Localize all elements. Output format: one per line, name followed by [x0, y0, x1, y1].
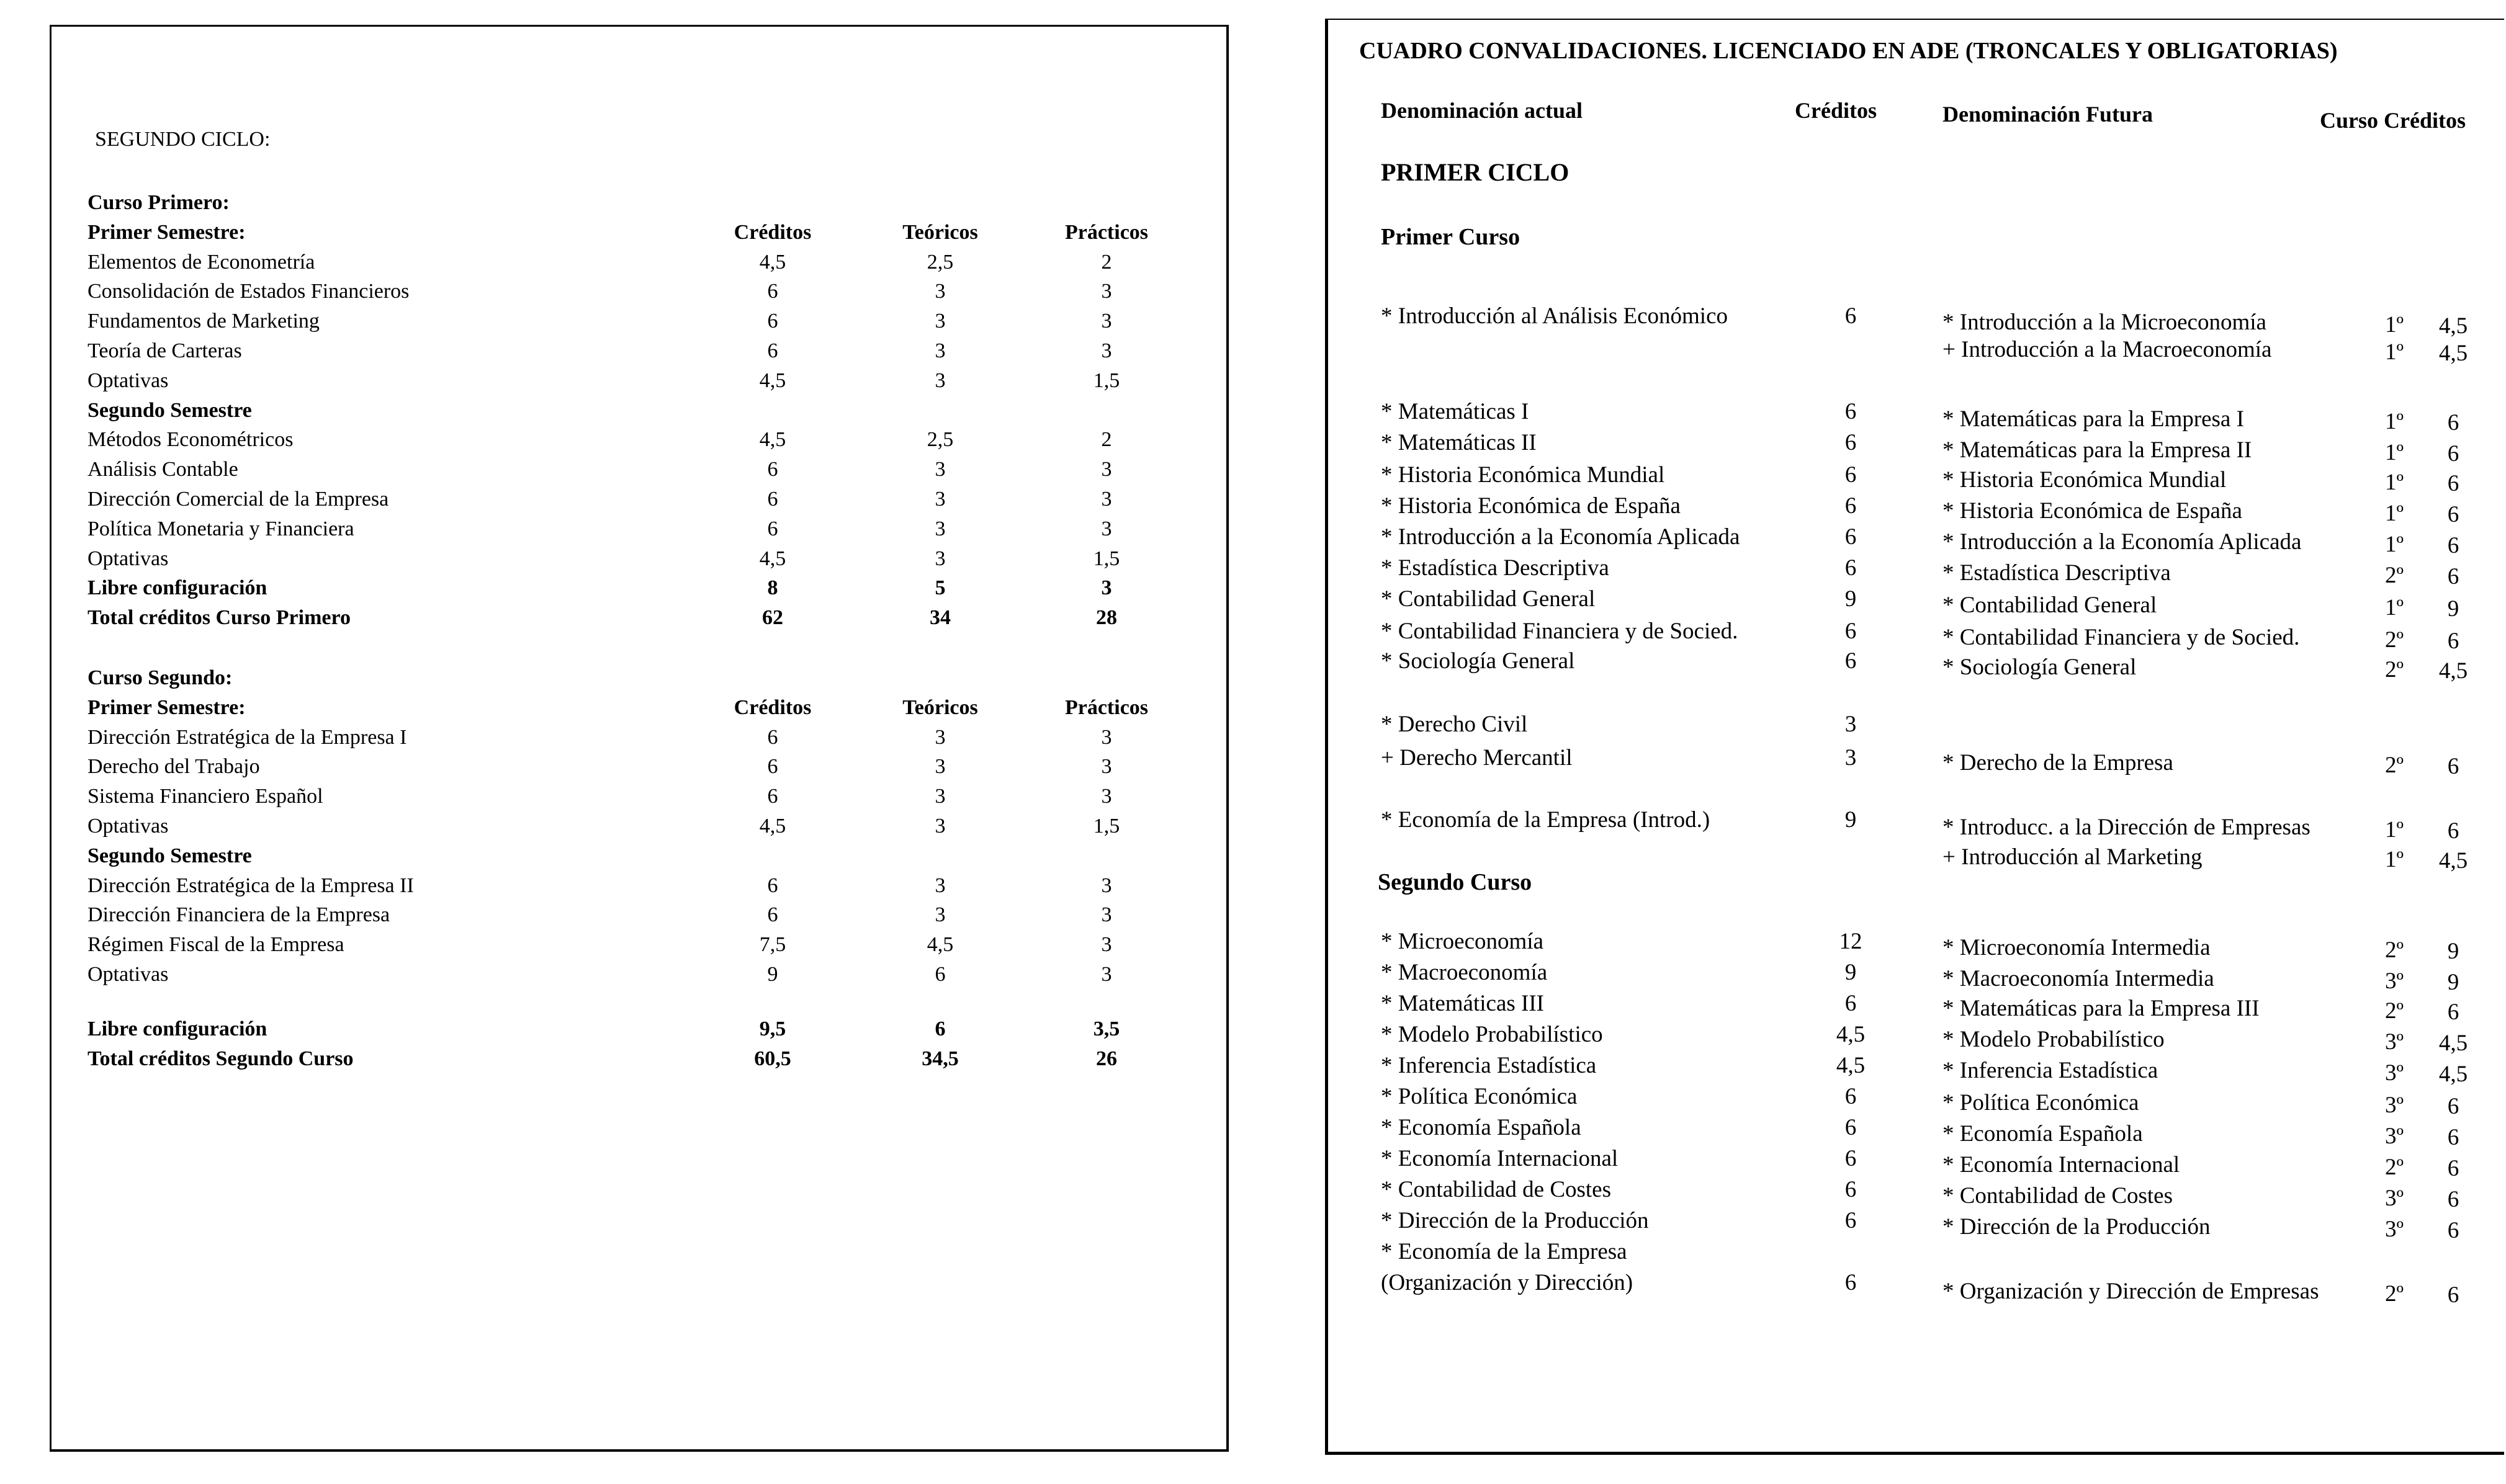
subject-row-creditos: 4,5	[759, 250, 786, 274]
denominacion-actual-cell: * Dirección de la Producción	[1381, 1208, 1649, 1233]
creditos-actual-cell: 6	[1844, 619, 1857, 644]
subject-row-creditos: 6	[767, 874, 778, 897]
left-document-panel	[50, 25, 1229, 1452]
libre-configuracion-row-practicos: 3,5	[1093, 1017, 1120, 1041]
denominacion-futura-cell: * Matemáticas para la Empresa I	[1942, 406, 2244, 432]
curso-cell: 1º	[2385, 595, 2404, 620]
denominacion-actual-cell: * Economía de la Empresa (Introd.)	[1381, 807, 1710, 833]
subject-row-name: Optativas	[88, 815, 169, 838]
subject-row-name: Teoría de Carteras	[88, 339, 242, 362]
denominacion-actual-cell: * Inferencia Estadística	[1381, 1053, 1597, 1078]
subject-row-practicos: 3	[1101, 785, 1112, 808]
creditos-actual-cell: 6	[1844, 1270, 1857, 1295]
curso-cell: 1º	[2385, 532, 2404, 557]
curso-cell: 3º	[2385, 968, 2404, 994]
denominacion-actual-cell: + Derecho Mercantil	[1381, 745, 1573, 771]
creditos-futuros-cell: 6	[2447, 1282, 2459, 1308]
total-creditos-row-creditos: 60,5	[754, 1047, 791, 1071]
denominacion-futura-cell: * Contabilidad de Costes	[1942, 1183, 2173, 1209]
curso-cell: 1º	[2385, 312, 2404, 337]
denominacion-actual-cell: * Matemáticas II	[1381, 430, 1537, 455]
denominacion-futura-cell: * Historia Económica de España	[1942, 498, 2242, 524]
denominacion-futura-cell: + Introducción a la Macroeconomía	[1942, 337, 2272, 362]
libre-configuracion-row-teoricos: 6	[935, 1017, 946, 1041]
total-creditos-row-creditos: 62	[762, 606, 783, 630]
denominacion-futura-cell: * Matemáticas para la Empresa III	[1942, 996, 2260, 1021]
denominacion-actual-cell: * Contabilidad General	[1381, 586, 1596, 612]
creditos-actual-cell: 6	[1844, 1208, 1857, 1233]
col-header-practicos: Prácticos	[1064, 220, 1149, 244]
curso-cell: 3º	[2385, 1186, 2404, 1211]
subject-row-teoricos: 3	[935, 488, 946, 511]
denominacion-actual-cell: * Introducción a la Economía Aplicada	[1381, 524, 1740, 550]
denominacion-futura-cell: * Economía Internacional	[1942, 1152, 2180, 1178]
subject-row-practicos: 3	[1101, 310, 1112, 333]
creditos-actual-cell: 12	[1839, 929, 1862, 954]
denominacion-futura-cell: * Matemáticas para la Empresa II	[1942, 437, 2252, 463]
denominacion-actual-cell: * Política Económica	[1381, 1084, 1578, 1109]
semester-title: Segundo Semestre	[88, 844, 252, 867]
subject-row-creditos: 6	[767, 785, 778, 808]
denominacion-futura-cell: * Historia Económica Mundial	[1942, 467, 2227, 493]
curso-cell: 2º	[2385, 627, 2404, 653]
subject-row-teoricos: 3	[935, 369, 946, 392]
denominacion-actual-cell: * Derecho Civil	[1381, 712, 1528, 737]
denominacion-futura-cell: * Sociología General	[1942, 655, 2137, 680]
subject-row-practicos: 3	[1101, 874, 1112, 897]
denominacion-actual-cell: * Historia Económica de España	[1381, 493, 1681, 519]
denominacion-futura-cell: * Microeconomía Intermedia	[1942, 935, 2211, 960]
denominacion-actual-cell: * Introducción al Análisis Económico	[1381, 303, 1728, 329]
subject-row-creditos: 6	[767, 755, 778, 779]
curso-cell: 2º	[2385, 563, 2404, 588]
subject-row-practicos: 1,5	[1093, 369, 1120, 392]
denominacion-futura-cell: * Inferencia Estadística	[1942, 1058, 2158, 1083]
creditos-actual-cell: 3	[1844, 745, 1857, 771]
curso-cell: 2º	[2385, 657, 2404, 682]
segundo-curso-heading: Segundo Curso	[1378, 869, 1532, 895]
creditos-actual-cell: 6	[1844, 493, 1857, 519]
curso-cell: 3º	[2385, 1217, 2404, 1242]
creditos-actual-cell: 6	[1844, 1115, 1857, 1140]
creditos-futuros-cell: 4,5	[2438, 658, 2468, 684]
creditos-actual-cell: 6	[1844, 524, 1857, 550]
creditos-futuros-cell: 6	[2447, 1094, 2459, 1119]
denominacion-futura-cell: * Contabilidad General	[1942, 592, 2157, 618]
denominacion-futura-cell: * Dirección de la Producción	[1942, 1214, 2211, 1240]
creditos-futuros-cell: 9	[2447, 970, 2459, 995]
denominacion-futura-cell: * Contabilidad Financiera y de Socied.	[1942, 625, 2300, 650]
denominacion-actual-cell: * Contabilidad de Costes	[1381, 1177, 1611, 1202]
subject-row-creditos: 4,5	[759, 815, 786, 838]
subject-row-practicos: 3	[1101, 963, 1112, 986]
header-creditos: Créditos	[1795, 98, 1877, 123]
curso-cell: 1º	[2385, 847, 2404, 872]
creditos-futuros-cell: 6	[2447, 628, 2459, 654]
creditos-futuros-cell: 6	[2447, 502, 2459, 527]
primer-ciclo-heading: PRIMER CICLO	[1381, 158, 1570, 186]
subject-row-name: Política Monetaria y Financiera	[88, 517, 354, 540]
libre-configuracion-row-creditos: 9,5	[759, 1017, 786, 1041]
libre-configuracion-row-practicos: 3	[1101, 576, 1112, 600]
subject-row-teoricos: 3	[935, 785, 946, 808]
subject-row-name: Dirección Estratégica de la Empresa I	[88, 725, 407, 749]
total-creditos-row-teoricos: 34,5	[922, 1047, 959, 1071]
subject-row-teoricos: 3	[935, 815, 946, 838]
subject-row-name: Optativas	[88, 547, 169, 570]
subject-row-practicos: 3	[1101, 280, 1112, 303]
convalidaciones-title: CUADRO CONVALIDACIONES. LICENCIADO EN ADE (TRONCALES Y OBLIGATORIAS)	[1359, 38, 2338, 64]
subject-row-teoricos: 2,5	[927, 428, 954, 452]
creditos-futuros-cell: 6	[2447, 1125, 2459, 1150]
subject-row-creditos: 6	[767, 903, 778, 927]
subject-row-teoricos: 3	[935, 280, 946, 303]
subject-row-practicos: 3	[1101, 903, 1112, 927]
creditos-actual-cell: 9	[1844, 960, 1857, 985]
creditos-actual-cell: 6	[1844, 1177, 1857, 1202]
libre-configuracion-row-name: Libre configuración	[88, 576, 267, 600]
subject-row-teoricos: 3	[935, 903, 946, 927]
denominacion-actual-cell: * Modelo Probabilístico	[1381, 1022, 1603, 1047]
creditos-futuros-cell: 6	[2447, 999, 2459, 1025]
subject-row-creditos: 4,5	[759, 547, 786, 570]
creditos-actual-cell: 6	[1844, 303, 1857, 329]
creditos-futuros-cell: 4,5	[2438, 313, 2468, 339]
subject-row-name: Análisis Contable	[88, 458, 238, 481]
denominacion-actual-cell: * Microeconomía	[1381, 929, 1543, 954]
subject-row-practicos: 1,5	[1093, 815, 1120, 838]
creditos-futuros-cell: 9	[2447, 939, 2459, 964]
subject-row-practicos: 3	[1101, 933, 1112, 957]
subject-row-practicos: 3	[1101, 725, 1112, 749]
creditos-futuros-cell: 9	[2447, 596, 2459, 622]
libre-configuracion-row-creditos: 8	[767, 576, 778, 600]
subject-row-creditos: 9	[767, 963, 778, 986]
right-document-panel	[1325, 19, 2504, 1455]
creditos-actual-cell: 6	[1844, 430, 1857, 455]
subject-row-name: Métodos Econométricos	[88, 428, 294, 452]
denominacion-futura-cell: * Introducc. a la Dirección de Empresas	[1942, 815, 2311, 840]
denominacion-futura-cell: * Política Económica	[1942, 1090, 2139, 1115]
denominacion-actual-cell: * Economía Española	[1381, 1115, 1581, 1140]
subject-row-name: Sistema Financiero Español	[88, 785, 323, 808]
creditos-actual-cell: 6	[1844, 399, 1857, 424]
creditos-futuros-cell: 6	[2447, 441, 2459, 467]
curso-cell: 1º	[2385, 339, 2404, 365]
course-title: Curso Primero:	[88, 191, 230, 214]
subject-row-teoricos: 4,5	[927, 933, 954, 957]
subject-row-practicos: 3	[1101, 339, 1112, 362]
creditos-actual-cell: 4,5	[1836, 1022, 1866, 1047]
subject-row-teoricos: 2,5	[927, 250, 954, 274]
creditos-futuros-cell: 6	[2447, 564, 2459, 589]
denominacion-futura-cell: * Modelo Probabilístico	[1942, 1027, 2165, 1052]
creditos-futuros-cell: 6	[2447, 533, 2459, 558]
subject-row-name: Dirección Financiera de la Empresa	[88, 903, 390, 927]
creditos-actual-cell: 6	[1844, 555, 1857, 581]
denominacion-actual-cell: * Macroeconomía	[1381, 960, 1548, 985]
denominacion-actual-cell: * Contabilidad Financiera y de Socied.	[1381, 619, 1738, 644]
subject-row-name: Consolidación de Estados Financieros	[88, 280, 410, 303]
curso-cell: 3º	[2385, 1093, 2404, 1118]
subject-row-name: Derecho del Trabajo	[88, 755, 260, 779]
subject-row-teoricos: 3	[935, 547, 946, 570]
subject-row-practicos: 2	[1101, 428, 1112, 452]
denominacion-actual-cell: * Historia Económica Mundial	[1381, 462, 1665, 488]
col-header-creditos: Créditos	[734, 695, 812, 719]
subject-row-teoricos: 3	[935, 755, 946, 779]
denominacion-actual-cell: * Estadística Descriptiva	[1381, 555, 1609, 581]
col-header-practicos: Prácticos	[1064, 695, 1149, 719]
semester-title: Segundo Semestre	[88, 398, 252, 422]
semester-title: Primer Semestre:	[88, 220, 246, 244]
libre-configuracion-row-teoricos: 5	[935, 576, 946, 600]
creditos-futuros-cell: 4,5	[2438, 1062, 2468, 1087]
subject-row-creditos: 6	[767, 458, 778, 481]
curso-cell: 3º	[2385, 1124, 2404, 1149]
subject-row-creditos: 6	[767, 517, 778, 540]
total-creditos-row-name: Total créditos Segundo Curso	[88, 1047, 354, 1071]
creditos-futuros-cell: 6	[2447, 754, 2459, 779]
denominacion-futura-cell: * Macroeconomía Intermedia	[1942, 966, 2214, 991]
subject-row-teoricos: 3	[935, 458, 946, 481]
creditos-futuros-cell: 4,5	[2438, 341, 2468, 366]
denominacion-actual-cell: * Matemáticas III	[1381, 991, 1544, 1016]
denominacion-futura-cell: * Organización y Dirección de Empresas	[1942, 1279, 2319, 1304]
total-creditos-row-practicos: 28	[1096, 606, 1117, 630]
denominacion-actual-cell: (Organización y Dirección)	[1381, 1270, 1633, 1295]
subject-row-creditos: 6	[767, 488, 778, 511]
subject-row-name: Elementos de Econometría	[88, 250, 315, 274]
creditos-actual-cell: 6	[1844, 462, 1857, 488]
col-header-teoricos: Teóricos	[902, 220, 978, 244]
subject-row-teoricos: 3	[935, 339, 946, 362]
creditos-futuros-cell: 6	[2447, 818, 2459, 844]
subject-row-name: Dirección Comercial de la Empresa	[88, 488, 389, 511]
curso-cell: 3º	[2385, 1060, 2404, 1086]
subject-row-teoricos: 3	[935, 517, 946, 540]
curso-cell: 2º	[2385, 998, 2404, 1024]
col-header-creditos: Créditos	[734, 220, 812, 244]
subject-row-name: Dirección Estratégica de la Empresa II	[88, 874, 414, 897]
course-title: Curso Segundo:	[88, 666, 233, 689]
creditos-actual-cell: 9	[1844, 807, 1857, 833]
denominacion-futura-cell: * Estadística Descriptiva	[1942, 560, 2171, 586]
primer-curso-heading: Primer Curso	[1381, 224, 1520, 250]
creditos-futuros-cell: 4,5	[2438, 1030, 2468, 1056]
subject-row-creditos: 6	[767, 725, 778, 749]
denominacion-futura-cell: * Introducción a la Economía Aplicada	[1942, 529, 2302, 555]
subject-row-teoricos: 3	[935, 725, 946, 749]
header-denominacion-actual: Denominación actual	[1381, 98, 1583, 123]
segundo-ciclo-heading: SEGUNDO CICLO:	[95, 128, 271, 151]
creditos-actual-cell: 3	[1844, 712, 1857, 737]
subject-row-name: Régimen Fiscal de la Empresa	[88, 933, 344, 957]
subject-row-name: Optativas	[88, 369, 169, 392]
subject-row-practicos: 3	[1101, 755, 1112, 779]
subject-row-name: Optativas	[88, 963, 169, 986]
curso-cell: 1º	[2385, 501, 2404, 526]
denominacion-futura-cell: + Introducción al Marketing	[1942, 844, 2203, 870]
curso-cell: 2º	[2385, 1281, 2404, 1307]
creditos-actual-cell: 9	[1844, 586, 1857, 612]
total-creditos-row-name: Total créditos Curso Primero	[88, 606, 351, 630]
denominacion-futura-cell: * Economía Española	[1942, 1121, 2143, 1147]
header-curso-creditos: Curso Créditos	[2320, 108, 2466, 133]
libre-configuracion-row-name: Libre configuración	[88, 1017, 267, 1041]
creditos-futuros-cell: 6	[2447, 471, 2459, 496]
subject-row-creditos: 6	[767, 339, 778, 362]
subject-row-creditos: 4,5	[759, 369, 786, 392]
subject-row-teoricos: 3	[935, 874, 946, 897]
curso-cell: 2º	[2385, 1155, 2404, 1180]
creditos-actual-cell: 6	[1844, 648, 1857, 674]
creditos-futuros-cell: 6	[2447, 1218, 2459, 1243]
subject-row-teoricos: 6	[935, 963, 946, 986]
subject-row-practicos: 2	[1101, 250, 1112, 274]
header-denominacion-futura: Denominación Futura	[1942, 102, 2153, 127]
curso-cell: 1º	[2385, 817, 2404, 843]
denominacion-futura-cell: * Introducción a la Microeconomía	[1942, 310, 2266, 335]
creditos-futuros-cell: 6	[2447, 410, 2459, 436]
curso-cell: 2º	[2385, 753, 2404, 778]
col-header-teoricos: Teóricos	[902, 695, 978, 719]
creditos-futuros-cell: 6	[2447, 1187, 2459, 1212]
subject-row-creditos: 6	[767, 310, 778, 333]
semester-title: Primer Semestre:	[88, 695, 246, 719]
subject-row-practicos: 3	[1101, 517, 1112, 540]
subject-row-practicos: 3	[1101, 458, 1112, 481]
denominacion-actual-cell: * Economía de la Empresa	[1381, 1239, 1627, 1264]
denominacion-actual-cell: * Matemáticas I	[1381, 399, 1529, 424]
subject-row-creditos: 6	[767, 280, 778, 303]
creditos-actual-cell: 6	[1844, 991, 1857, 1016]
subject-row-name: Fundamentos de Marketing	[88, 310, 320, 333]
total-creditos-row-practicos: 26	[1096, 1047, 1117, 1071]
curso-cell: 1º	[2385, 440, 2404, 465]
curso-cell: 1º	[2385, 409, 2404, 434]
curso-cell: 1º	[2385, 470, 2404, 495]
subject-row-teoricos: 3	[935, 310, 946, 333]
denominacion-futura-cell: * Derecho de la Empresa	[1942, 750, 2173, 776]
creditos-actual-cell: 6	[1844, 1146, 1857, 1171]
curso-cell: 2º	[2385, 937, 2404, 963]
denominacion-actual-cell: * Sociología General	[1381, 648, 1575, 674]
creditos-futuros-cell: 4,5	[2438, 848, 2468, 874]
total-creditos-row-teoricos: 34	[930, 606, 951, 630]
subject-row-practicos: 1,5	[1093, 547, 1120, 570]
subject-row-creditos: 4,5	[759, 428, 786, 452]
denominacion-actual-cell: * Economía Internacional	[1381, 1146, 1619, 1171]
curso-cell: 3º	[2385, 1029, 2404, 1055]
creditos-actual-cell: 6	[1844, 1084, 1857, 1109]
subject-row-creditos: 7,5	[759, 933, 786, 957]
subject-row-practicos: 3	[1101, 488, 1112, 511]
creditos-futuros-cell: 6	[2447, 1156, 2459, 1181]
creditos-actual-cell: 4,5	[1836, 1053, 1866, 1078]
